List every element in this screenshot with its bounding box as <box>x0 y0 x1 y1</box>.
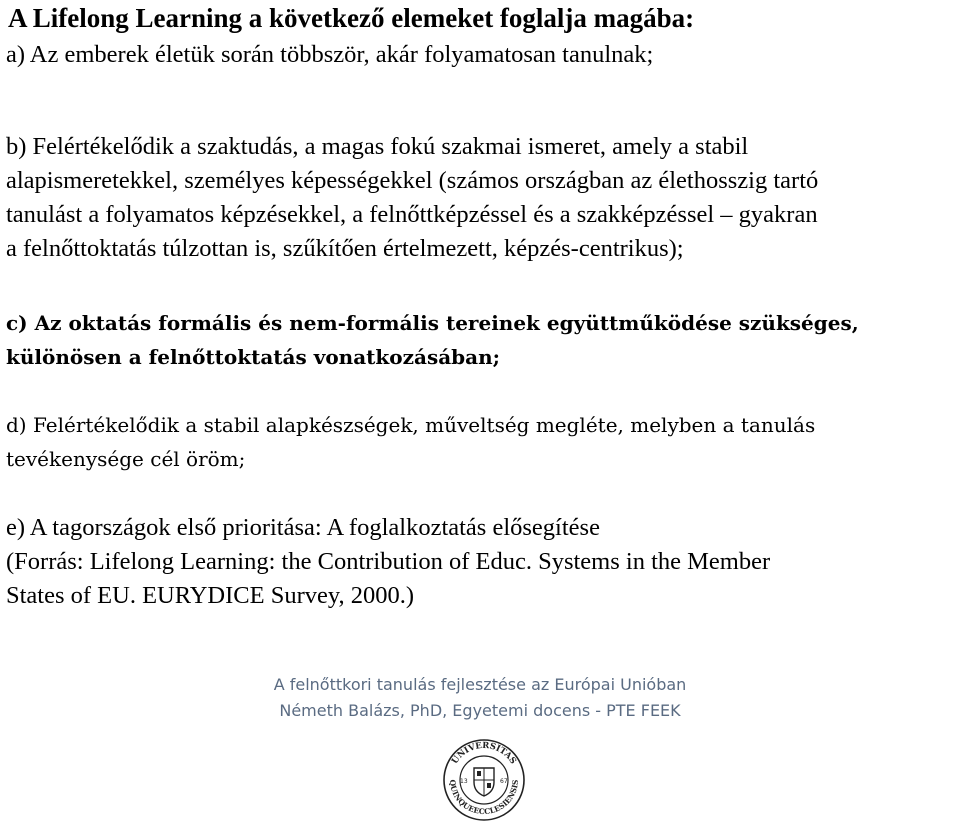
item-b-line: b) Felértékelődik a szaktudás, a magas fokú szakmai ismeret, amely a stabil <box>6 133 749 160</box>
seal-text-bottom: QUINQUEECCLESIENSIS <box>447 779 521 817</box>
item-e-line: e) A tagországok első prioritása: A foglalkoztatás elősegítése <box>6 514 600 541</box>
item-d-line: tevékenysége cél öröm; <box>6 447 246 471</box>
slide-title: A Lifelong Learning a következő elemeket foglalja magába: <box>8 3 695 33</box>
seal-year-left: 13 <box>460 778 468 785</box>
item-d <box>6 408 956 476</box>
item-e <box>6 511 956 613</box>
item-b-line: tanulást a folyamatos képzésekkel, a felnőttképzéssel és a szakképzéssel – gyakran <box>6 201 818 228</box>
item-a-line: a) Az emberek életük során többször, akár folyamatosan tanulnak; <box>6 41 654 68</box>
item-c-line: c) Az oktatás formális és nem-formális tereinek együttműködése szükséges, <box>6 311 859 335</box>
source-citation-line: (Forrás: Lifelong Learning: the Contribution of Educ. Systems in the Member <box>6 548 771 575</box>
footer <box>0 672 960 724</box>
source-citation-line: States of EU. EURYDICE Survey, 2000.) <box>6 582 415 609</box>
item-c-line: különösen a felnőttoktatás vonatkozásában; <box>6 345 501 369</box>
item-b <box>6 130 956 266</box>
seal-year-right: 67 <box>500 778 508 785</box>
footer-course-title: A felnőttkori tanulás fejlesztése az Európai Unióban <box>273 675 687 694</box>
seal-text-top: UNIVERSITAS <box>450 740 518 767</box>
item-a <box>6 38 956 72</box>
footer-author: Németh Balázs, PhD, Egyetemi docens - PTE FEEK <box>279 701 681 720</box>
university-seal-icon <box>438 736 530 822</box>
item-b-line: alapismeretekkel, személyes képességekkel (számos országban az élethosszig tartó <box>6 167 819 194</box>
svg-text:UNIVERSITAS <box>450 741 518 766</box>
item-b-line: a felnőttoktatás túlzottan is, szűkítően értelmezett, képzés-centrikus); <box>6 235 684 262</box>
item-c <box>6 306 956 374</box>
item-d-line: d) Felértékelődik a stabil alapkészségek, műveltség megléte, melyben a tanulás <box>6 413 816 437</box>
